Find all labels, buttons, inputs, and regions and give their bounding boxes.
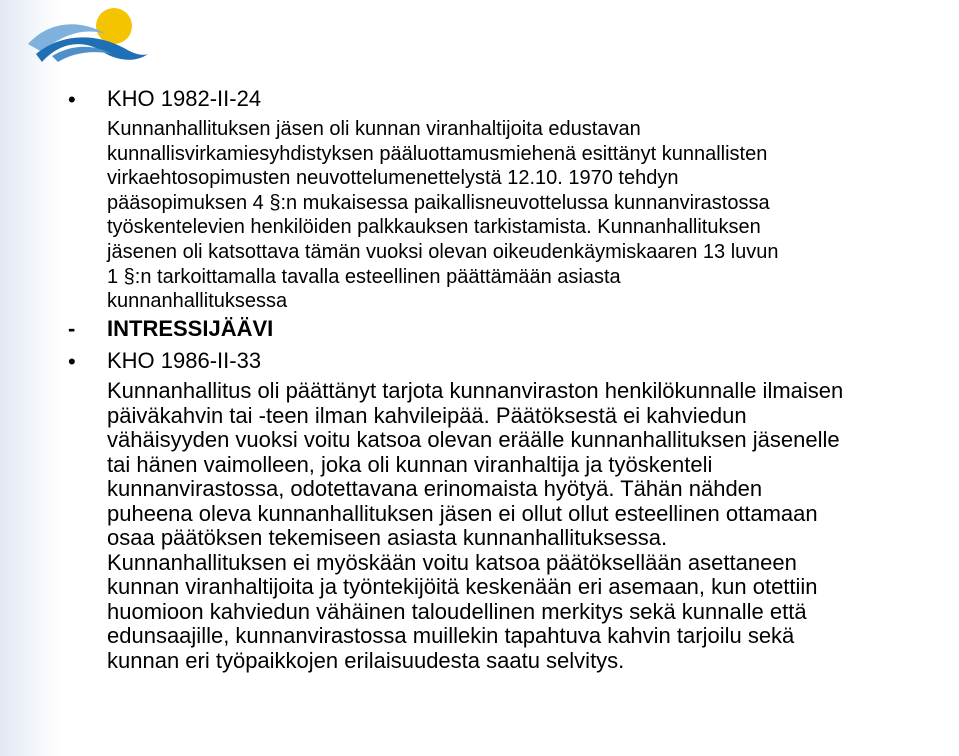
logo-sun: [96, 8, 132, 44]
case2-line: tai hänen vaimolleen, joka oli kunnan viranhaltija ja työskenteli: [107, 451, 713, 477]
case2-heading: KHO 1986-II-33: [107, 348, 262, 373]
interest-heading-row: [68, 315, 273, 343]
interest-label: INTRESSIJÄÄVI: [107, 316, 274, 341]
case1-line: 1 §:n tarkoittamalla tavalla esteellinen päättämään asiasta: [107, 265, 621, 288]
finland-municipalities-logo-icon: [28, 4, 148, 66]
case2-line: Kunnanhallitus oli päättänyt tarjota kunnanviraston henkilökunnalle ilmaisen: [107, 378, 844, 403]
case2-line: huomioon kahviedun vähäinen taloudellinen merkitys sekä kunnalle että: [107, 598, 807, 624]
case2-line: kunnan eri työpaikkojen erilaisuudesta saatu selvitys.: [107, 647, 625, 673]
case2-line: edunsaajille, kunnanvirastossa muillekin tapahtuva kahvin tarjoilu sekä: [107, 623, 795, 648]
case2-line: Kunnanhallituksen ei myöskään voitu katsoa päätöksellään asettaneen: [107, 549, 797, 575]
case1-line: pääsopimuksen 4 §:n mukaisessa paikallisneuvottelussa kunnanvirastossa: [107, 191, 770, 214]
case2-line: kunnan viranhaltijoita ja työntekijöitä keskenään eri asemaan, kun otettiin: [107, 574, 818, 599]
case2-line: päiväkahvin tai -teen ilman kahvileipää. Päätöksestä ei kahviedun: [107, 402, 747, 428]
case1-line: työskentelevien henkilöiden palkkauksen tarkistamista. Kunnanhallituksen: [107, 216, 761, 239]
case1-bullet: •: [68, 87, 76, 112]
case2-line: vähäisyyden vuoksi voitu katsoa olevan eräälle kunnanhallituksen jäsenelle: [107, 427, 840, 452]
case2-line: osaa päätöksen tekemiseen asiasta kunnanhallituksessa.: [107, 525, 668, 550]
case1-block: [107, 87, 957, 111]
case1-line: jäsenen oli katsottava tämän vuoksi olevan oikeudenkäymiskaaren 13 luvun: [107, 240, 779, 263]
side-gradient-band: [0, 0, 62, 756]
case2-block: [107, 349, 957, 373]
case1-heading: KHO 1982-II-24: [107, 86, 262, 111]
case1-line: kunnallisvirkamiesyhdistyksen pääluottamusmiehenä esittänyt kunnallisten: [107, 142, 768, 165]
case2-text: [107, 379, 957, 673]
case1-line: kunnanhallituksessa: [107, 290, 288, 313]
case2-line: puheena oleva kunnanhallituksen jäsen ei ollut ollut esteellinen ottamaan: [107, 500, 818, 526]
case1-text: [107, 117, 957, 314]
case2-line: kunnanvirastossa, odotettavana erinomaista hyötyä. Tähän nähden: [107, 476, 763, 501]
case2-bullet: •: [68, 349, 76, 374]
case1-line: Kunnanhallituksen jäsen oli kunnan viranhaltijoita edustavan: [107, 118, 641, 140]
interest-dash: -: [68, 316, 76, 341]
case1-line: virkaehtosopimusten neuvottelumenettelystä 12.10. 1970 tehdyn: [107, 167, 679, 190]
